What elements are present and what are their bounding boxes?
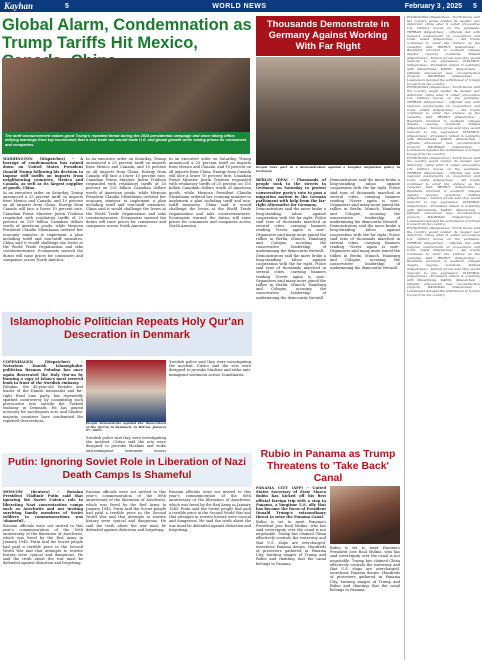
rubio-headline: Rubio in Panama as Trump Threatens to 'Take Back' Canal	[260, 448, 396, 484]
newspaper-logo: Kayhan	[4, 1, 34, 11]
putin-dateline: MOSCOW (Reuters) - Russian President Vladimir Putin said that ignoring the Soviet Union's role in liberating Nazi concentration camps such as Auschwitz and not inviting surviving family members of Soviet soldiers to commemorations was 'shameful'.	[3, 490, 83, 524]
protest-body-2: Demonstrators said the move broke a long-standing taboo against cooperation with the far right. Police said tens of thousands marched in several cities, carrying banners reading 'Never again is now'. Organisers said many more joined the rallies in Berlin, Munich, Hamburg and Cologne, accusing the conservative leadership of undermining the democratic firewall.	[330, 178, 400, 225]
trump-photo	[2, 58, 250, 132]
rubio-body-1: Rubio is set to meet Panama's President Jose Raul Mulino, who has said sovereignty over the canal is not negotiable. Trump has claimed China effectively controls the waterway and that U.S. ships are overcharged, assertions Panama denies. Hundreds of protesters gathered in Panama City, burning images of Trump and Rubio and chanting that the canal belongs to Panama.	[256, 519, 326, 566]
rubio-headline-block	[256, 448, 400, 484]
putin-body-col-3	[169, 490, 251, 660]
page-number-left: 5	[65, 2, 69, 10]
shooting-body-3: Swedish police said they were investigating the incident. Critics said the acts were designed to provoke Muslims and stoke anti-immigrant sentiment across	[86, 436, 166, 453]
putin-body-col-2	[86, 490, 166, 660]
protest-body-2b: Demonstrators said the move broke a long-standing taboo against cooperation with the far right. Police said tens of thousands marched in several cities, carrying banners reading 'Never again is now'. Organisers said many more joined the rallies in Berlin, Munich, Hamburg and Cologne, accusing the conservative leadership of undermining the democratic firewall.	[330, 224, 400, 271]
issue-date: February 3 , 2025	[404, 2, 462, 10]
shooting-body-2: Swedish police said they were investigating the incident. Critics said the acts were designed to provoke Muslims and stoke anti-immigrant sentiment across Scandinavia.	[169, 360, 251, 377]
protest-headline: Thousands Demonstrate in Germany Against Working With Far Right	[266, 19, 390, 52]
briefs-text-1: PYONGYANG (Dispatches) - North Korea said the country would bolster its nuclear war deterrent, citing what it called provocative U.S. military moves on the peninsula. TEHRAN (Dispatches) - Officials met with regional counterparts on cooperation and trade. GAZA (Dispatches) - Aid trucks continued to enter the enclave as the ceasefire held. BEIRUT (Dispatches) - Residents returned to southern villages despite ongoing violations. SANAA (Dispatches) - Yemeni forces said they would respond to any aggression. ISTANBUL (Dispatches) - Protesters rallied in solidarity with Palestinians. KABUL (Dispatches) - Officials announced new reconstruction projects. BAGHDAD (Dispatches) - Lawmakers debated the withdrawal of foreign troops from the country.	[407, 15, 480, 86]
shooting-body-col-1	[3, 360, 83, 450]
trump-body-3: In an executive order on Saturday, Trump announced a 25 percent tariff on imports from Mexico and Canada, and 10 percent on all imports from China. Energy from Canada will face a lower 10 percent rate. Canadian Prime Minister Justin Trudeau responded with retaliatory tariffs of 25 percent on 155 billion Canadian dollars worth of American goods, while Mexican President Claudia Sheinbaum ordered her economy minister to implement a plan including tariff and non-tariff measures. China said it would challenge the levies at the World Trade Organization and take countermeasures. Economists warned the duties will raise prices for consumers and companies across North America.	[169, 157, 251, 229]
shooting-caption-box	[86, 422, 166, 436]
masthead	[0, 0, 482, 12]
protest-caption: People take part in a demonstration against a tougher migration policy in Germany.	[256, 165, 400, 173]
shooting-body-col-2b	[86, 436, 166, 453]
protest-headline-box	[256, 16, 400, 56]
shooting-body-col-3	[169, 360, 251, 450]
shooting-headline: Islamophobic Politician Repeats Holy Qur'an Desecration in Denmark	[10, 316, 244, 341]
protest-dateline: BERLIN (DPA) - Thousands of people took to the streets in Germany on Saturday to protest conservative party's vote to pass a migration motion in the German parliament with help from the far-right Alternative for Germany.	[256, 178, 326, 208]
rubio-body-2: Rubio is set to meet Panama's President Jose Raul Mulino, who has said sovereignty over the canal is not negotiable. Trump has claimed China effectively controls the waterway and that U.S. ships are overcharged, assertions Panama denies. Hundreds of protesters gathered in Panama City, burning images of Trump and Rubio and chanting that the canal belongs to Panama.	[330, 546, 400, 593]
trump-headline: Global Alarm, Condemnation as Trump Tariffs Hit Mexico,	[2, 16, 252, 52]
putin-headline: Putin: Ignoring Soviet Role in Liberation of Nazi Death Camps Is Shameful	[8, 456, 246, 481]
rubio-dateline: PANAMA CITY (AFP) - United States Secretary of State Marco Rubio has kicked off his first official foreign trip with a stop in Panama, a longtime U.S. ally that has become the focus of President Donald Trump's extraordinary threat to seize the Panama Canal.	[256, 486, 326, 520]
protest-body-col-1	[256, 178, 326, 446]
trump-caption-box	[2, 132, 250, 154]
trump-caption: The tariff announcement makes good Trump's repeated threat during the 2024 presidential campaign and since taking office, defying warnings from top economists that a new trade war would trade U.S. and global growth while raising prices for consumers and companies.	[5, 133, 247, 147]
protest-body-1: Demonstrators said the move broke a long-standing taboo against cooperation with the far right. Police said tens of thousands marched in several cities, carrying banners reading 'Never again is now'. Organisers said many more joined the rallies in Berlin, Munich, Hamburg and Cologne, accusing the conservative leadership of undermining the democratic firewall.	[256, 207, 326, 254]
putin-box	[2, 453, 252, 487]
trump-body-col-1	[3, 157, 83, 309]
briefs-text-4: PYONGYANG (Dispatches) - North Korea said the country would bolster its nuclear war deterrent, citing what it called provocative U.S. military moves on the peninsula. TEHRAN (Dispatches) - Officials met with regional counterparts on cooperation and trade. GAZA (Dispatches) - Aid trucks continued to enter the enclave as the ceasefire held. BEIRUT (Dispatches) - Residents returned to southern villages despite ongoing violations. SANAA (Dispatches) - Yemeni forces said they would respond to any aggression. ISTANBUL (Dispatches) - Protesters rallied in solidarity with Palestinians. KABUL (Dispatches) - Officials announced new reconstruction projects. BAGHDAD (Dispatches) - Lawmakers debated the withdrawal of foreign troops from the country.	[407, 226, 480, 297]
shooting-body-1: Paludan, the 43-year-old founder and leader of the Danish nationalist and far-right Hard Line party, has repeatedly sparked controversy by committing such provocative acts outside the Turkish embassy in Denmark. He has gained notoriety for sacrilegious acts, and Muslim-majority countries have condemned the repeated desecrations.	[3, 385, 83, 423]
briefs-text-2: PYONGYANG (Dispatches) - North Korea said the country would bolster its nuclear war deterrent, citing what it called provocative U.S. military moves on the peninsula. TEHRAN (Dispatches) - Officials met with regional counterparts on cooperation and trade. GAZA (Dispatches) - Aid trucks continued to enter the enclave as the ceasefire held. BEIRUT (Dispatches) - Residents returned to southern villages despite ongoing violations. SANAA (Dispatches) - Yemeni forces said they would respond to any aggression. ISTANBUL (Dispatches) - Protesters rallied in solidarity with Palestinians. KABUL (Dispatches) - Officials announced new reconstruction projects. BAGHDAD (Dispatches) - Lawmakers debated the withdrawal of foreign troops from the country.	[407, 85, 480, 157]
trump-dateline: WASHINGTON (Dispatches) - A barrage of condemnation has rained down on United States President Donald Trump following his decision to impose stiff tariffs on imports from neighbouring countries, Mexico and Canada, as well as its largest supplier of goods, China.	[3, 157, 83, 191]
briefs-text-3: PYONGYANG (Dispatches) - North Korea said the country would bolster its nuclear war deterrent, citing what it called provocative U.S. military moves on the peninsula. TEHRAN (Dispatches) - Officials met with regional counterparts on cooperation and trade. GAZA (Dispatches) - Aid trucks continued to enter the enclave as the ceasefire held. BEIRUT (Dispatches) - Residents returned to southern villages despite ongoing violations. SANAA (Dispatches) - Yemeni forces said they would respond to any aggression. ISTANBUL (Dispatches) - Protesters rallied in solidarity with Palestinians. KABUL (Dispatches) - Officials announced new reconstruction projects. BAGHDAD (Dispatches) - Lawmakers debated the withdrawal of foreign troops from the country.	[407, 155, 480, 227]
rubio-body-col-2	[330, 546, 400, 660]
trump-body-col-3	[169, 157, 251, 309]
protest-body-1b: Demonstrators said the move broke a long-standing taboo against cooperation with the far right. Police said tens of thousands marched in several cities, carrying banners reading 'Never again is now'. Organisers said many more joined the rallies in Berlin, Munich, Hamburg and Cologne, accusing the conservative leadership of undermining the democratic firewall.	[256, 253, 326, 300]
shooting-photo	[86, 360, 166, 422]
trump-body-1: In an executive order on Saturday, Trump announced a 25 percent tariff on imports from Mexico and Canada, and 10 percent on all imports from China. Energy from Canada will face a lower 10 percent rate. Canadian Prime Minister Justin Trudeau responded with retaliatory tariffs of 25 percent on 155 billion Canadian dollars worth of American goods, while Mexican President Claudia Sheinbaum ordered her economy minister to implement a plan including tariff and non-tariff measures. China said it would challenge the levies at the World Trade Organization and take countermeasures. Economists warned the duties will raise prices for consumers and companies across North America.	[3, 190, 83, 262]
shooting-box	[2, 312, 252, 356]
protest-photo	[256, 57, 400, 165]
protest-caption-box	[256, 166, 400, 176]
putin-body-1: Russian officials were not invited to this year's commemoration of the 80th anniversary of the liberation of Auschwitz, which was freed by the Red Army in January 1945. Putin said the Soviet people had paid a terrible price in the Second World War and that attempts to rewrite history were cynical and dangerous. He said the truth about the war must be defended against distortion and forgetting.	[3, 523, 83, 566]
trump-body-2: In an executive order on Saturday, Trump announced a 25 percent tariff on imports from Mexico and Canada, and 10 percent on all imports from China. Energy from Canada will face a lower 10 percent rate. Canadian Prime Minister Justin Trudeau responded with retaliatory tariffs of 25 percent on 155 billion Canadian dollars worth of American goods, while Mexican President Claudia Sheinbaum ordered her economy minister to implement a plan including tariff and non-tariff measures. China said it would challenge the levies at the World Trade Organization and take countermeasures. Economists warned the duties will raise prices for consumers and companies across North America.	[86, 157, 166, 229]
putin-body-2: Russian officials were not invited to this year's commemoration of the 80th anniversary of the liberation of Auschwitz, which was freed by the Red Army in January 1945. Putin said the Soviet people had paid a terrible price in the Second World War and that attempts to rewrite history were cynical and dangerous. He said the truth about the war must be defended against distortion and forgetting.	[86, 490, 166, 532]
trump-body-col-2	[86, 157, 166, 309]
rubio-body-col-1	[256, 486, 326, 660]
shooting-caption: People demonstrate against the desecration of the Qur'an in Denmark, in Tehran, January 27, 2023.	[86, 421, 166, 433]
putin-body-col-1	[3, 490, 83, 660]
putin-body-3: Russian officials were not invited to this year's commemoration of the 80th anniversary of the liberation of Auschwitz, which was freed by the Red Army in January 1945. Putin said the Soviet people had paid a terrible price in the Second World War and that attempts to rewrite history were cynical and dangerous. He said the truth about the war must be defended against distortion and forgetting.	[169, 490, 251, 532]
rubio-photo	[330, 486, 400, 544]
section-title: WORLD NEWS	[212, 2, 267, 10]
protest-body-col-2	[330, 178, 400, 446]
page-number-right: 5	[473, 2, 477, 10]
shooting-dateline: COPENHAGEN (Dispatches) - Notorious Danish Islamophobic politician Rasmus Paludan has once again desecrated the Holy Qur'an by burning a copy of Islam's most revered book in front of the Swedish embassy.	[3, 360, 83, 386]
briefs-column	[404, 16, 480, 660]
